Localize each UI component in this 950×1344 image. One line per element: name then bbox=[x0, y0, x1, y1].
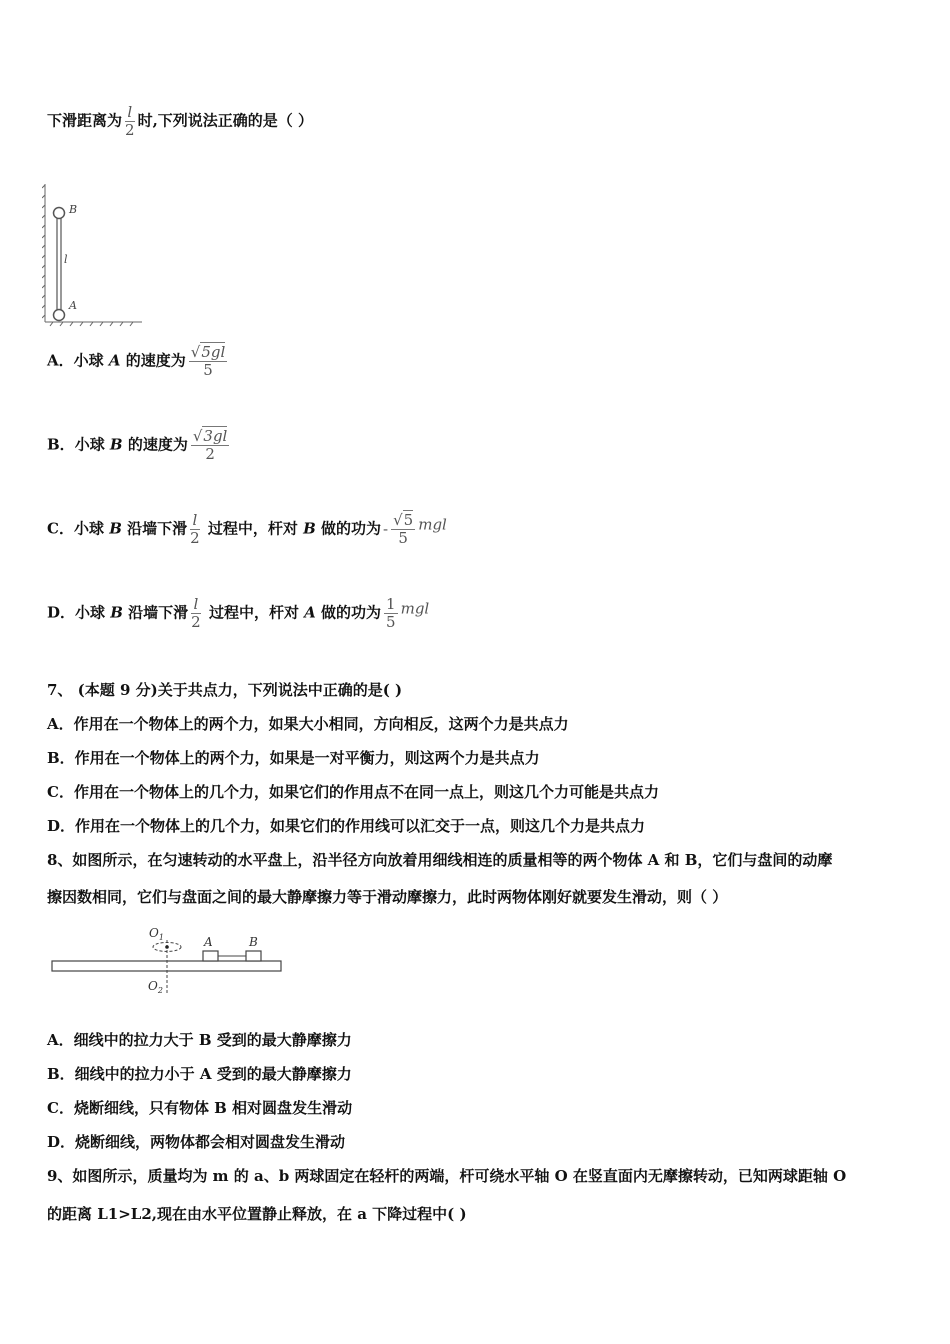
option-variable: B bbox=[110, 603, 123, 622]
option-variable: A bbox=[108, 351, 121, 370]
block-a bbox=[203, 951, 218, 961]
fraction-denominator: 5 bbox=[398, 529, 408, 547]
label-b: B bbox=[69, 203, 78, 216]
label-l: l bbox=[64, 253, 68, 266]
option-text: 小球 bbox=[75, 603, 111, 622]
label-o2: $O_2$ bbox=[148, 979, 163, 995]
distance-fraction bbox=[190, 512, 200, 547]
q9-stem-line2: 的距离 L1>L2,现在由水平位置静止释放，在 a 下降过程中( ) bbox=[47, 1205, 467, 1223]
option-text: 小球 bbox=[74, 435, 110, 454]
option-text: 小球 bbox=[73, 519, 110, 538]
q8-stem-line2: 擦因数相同，它们与盘面之间的最大静摩擦力等于滑动摩擦力，此时两物体刚好就要发生滑动，则（ ） bbox=[47, 888, 728, 906]
q6-option-b bbox=[47, 428, 232, 463]
option-text: 做的功为 bbox=[315, 519, 382, 538]
q8-option-d: D．烧断细线，两物体都会相对圆盘发生滑动 bbox=[47, 1133, 346, 1151]
q6-option-d bbox=[47, 596, 429, 631]
q6-option-a bbox=[47, 344, 230, 379]
minus-sign: - bbox=[383, 519, 389, 538]
option-text: 小球 bbox=[73, 351, 109, 370]
option-variable: B bbox=[109, 519, 122, 538]
option-variable: A bbox=[304, 603, 316, 622]
fraction-denominator: 2 bbox=[191, 613, 201, 631]
fraction-denominator: 2 bbox=[125, 121, 135, 139]
q7-option-c: C．作用在一个物体上的几个力，如果它们的作用点不在同一点上，则这几个力可能是共点力 bbox=[47, 783, 659, 801]
q7-option-d: D．作用在一个物体上的几个力，如果它们的作用线可以汇交于一点，则这几个力是共点力 bbox=[47, 817, 646, 835]
option-text: 沿墙下滑 bbox=[122, 603, 189, 622]
fraction-denominator: 2 bbox=[205, 445, 215, 463]
radicand: 5gl bbox=[201, 343, 226, 361]
option-letter: B． bbox=[47, 435, 75, 454]
fraction-numerator: l bbox=[192, 511, 198, 529]
ball-a bbox=[54, 310, 65, 321]
option-text: 做的功为 bbox=[315, 603, 382, 622]
q6-stem-prefix: 下滑距离为 bbox=[47, 111, 123, 130]
fraction-numerator: l bbox=[127, 103, 133, 121]
label-a: A bbox=[204, 935, 213, 949]
option-variable: B bbox=[303, 519, 316, 538]
option-variable: B bbox=[109, 435, 123, 454]
q6-stem-fraction bbox=[125, 104, 135, 139]
block-b bbox=[246, 951, 261, 961]
option-text: 沿墙下滑 bbox=[121, 519, 188, 538]
radicand: 5 bbox=[403, 511, 414, 529]
light-rod bbox=[57, 218, 61, 310]
option-text: 的速度为 bbox=[120, 351, 186, 370]
q8-turntable-figure bbox=[48, 922, 288, 998]
fraction-numerator: l bbox=[193, 595, 199, 613]
option-text: 的速度为 bbox=[122, 435, 188, 454]
q8-stem-line1: 8、如图所示，在匀速转动的水平盘上，沿半径方向放着用细线相连的质量相等的两个物体 A 和 B，它们与盘间的动摩 bbox=[47, 851, 833, 869]
fraction-denominator: 5 bbox=[203, 361, 213, 379]
ball-b bbox=[54, 208, 65, 219]
q8-option-b: B．细线中的拉力小于 A 受到的最大静摩擦力 bbox=[47, 1065, 352, 1083]
q7-option-a: A．作用在一个物体上的两个力，如果大小相同，方向相反，这两个力是共点力 bbox=[47, 715, 569, 733]
q6-rod-wall-figure bbox=[42, 180, 146, 328]
fraction-denominator: 2 bbox=[190, 529, 200, 547]
mgl-term: mgl bbox=[400, 599, 430, 618]
q7-stem: 7、 (本题 9 分)关于共点力，下列说法中正确的是( ) bbox=[47, 681, 403, 699]
q6-option-c bbox=[47, 512, 447, 547]
distance-fraction bbox=[191, 596, 201, 631]
speed-fraction: $\frac{√5gl}{5}$ bbox=[190, 343, 226, 379]
q6-stem-suffix: 时,下列说法正确的是（ ） bbox=[137, 111, 314, 130]
option-letter: C． bbox=[47, 519, 74, 538]
fraction-numerator: 1 bbox=[386, 595, 396, 613]
fraction-denominator: 5 bbox=[386, 613, 396, 631]
option-text: 过程中，杆对 bbox=[203, 603, 305, 622]
label-o1: $O_1$ bbox=[149, 926, 164, 942]
q8-option-c: C．烧断细线，只有物体 B 相对圆盘发生滑动 bbox=[47, 1099, 353, 1117]
q6-stem bbox=[47, 104, 313, 139]
label-a: A bbox=[69, 299, 77, 312]
work-fraction bbox=[384, 596, 398, 631]
option-text: 过程中，杆对 bbox=[202, 519, 304, 538]
option-letter: D． bbox=[47, 603, 76, 622]
work-fraction: $\frac{√5}{5}$ bbox=[393, 511, 414, 547]
q8-option-a: A．细线中的拉力大于 B 受到的最大静摩擦力 bbox=[47, 1031, 352, 1049]
speed-fraction: $\frac{√3gl}{2}$ bbox=[192, 427, 228, 463]
radicand: 3gl bbox=[203, 427, 228, 445]
q7-option-b: B．作用在一个物体上的两个力，如果是一对平衡力，则这两个力是共点力 bbox=[47, 749, 540, 767]
axis-center-dot bbox=[165, 945, 169, 949]
mgl-term: mgl bbox=[418, 515, 447, 534]
q9-stem-line1: 9、如图所示，质量均为 m 的 a、b 两球固定在轻杆的两端，杆可绕水平轴 O 在竖直面内无摩擦转动，已知两球距轴 O bbox=[47, 1167, 847, 1185]
label-b: B bbox=[249, 935, 258, 949]
option-letter: A． bbox=[47, 351, 74, 370]
